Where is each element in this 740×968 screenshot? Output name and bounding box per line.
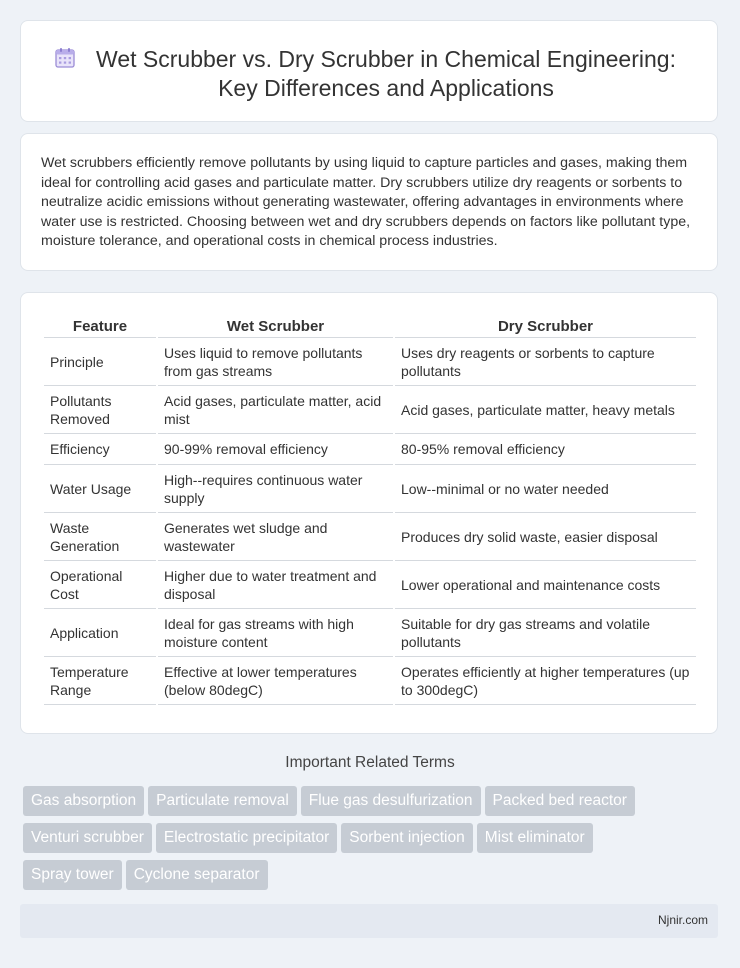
related-term-tag[interactable]: Electrostatic precipitator (156, 823, 337, 853)
wet-cell: Effective at lower temperatures (below 80degC) (158, 657, 393, 705)
related-terms-title: Important Related Terms (285, 754, 455, 771)
dry-cell: Uses dry reagents or sorbents to capture pollutants (395, 338, 696, 386)
table-row (44, 465, 696, 513)
table-row (44, 434, 696, 465)
wet-cell: Ideal for gas streams with high moisture content (158, 609, 393, 657)
dry-cell: Suitable for dry gas streams and volatile pollutants (395, 609, 696, 657)
footer (20, 904, 718, 938)
table-row (44, 657, 696, 705)
dry-cell: Acid gases, particulate matter, heavy metals (395, 386, 696, 434)
header-feature: Feature (44, 315, 156, 338)
related-term-tag[interactable]: Mist eliminator (477, 823, 593, 853)
feature-cell: Application (44, 609, 156, 657)
wet-cell: High--requires continuous water supply (158, 465, 393, 513)
header-dry-scrubber: Dry Scrubber (395, 315, 696, 338)
comparison-table (42, 315, 698, 705)
table-row (44, 338, 696, 386)
related-term-tag[interactable]: Flue gas desulfurization (301, 786, 481, 816)
wet-cell: Generates wet sludge and wastewater (158, 513, 393, 561)
related-term-tag[interactable]: Gas absorption (23, 786, 144, 816)
table-row (44, 561, 696, 609)
table-row (44, 609, 696, 657)
table-header-row (44, 315, 696, 338)
feature-cell: Efficiency (44, 434, 156, 465)
wet-cell: 90-99% removal efficiency (158, 434, 393, 465)
related-term-tag[interactable]: Sorbent injection (341, 823, 472, 853)
feature-cell: Pollutants Removed (44, 386, 156, 434)
dry-cell: Low--minimal or no water needed (395, 465, 696, 513)
feature-cell: Waste Generation (44, 513, 156, 561)
feature-cell: Temperature Range (44, 657, 156, 705)
wet-cell: Acid gases, particulate matter, acid mist (158, 386, 393, 434)
table-row (44, 513, 696, 561)
intro-paragraph: Wet scrubbers efficiently remove pollutants by using liquid to capture particles and gases, making them ideal for controlling acid gases and particulate matter. Dry scrubbers utilize dry reagents or sorbents to neutralize acidic emissions without generating wastewater, offering advantages in environments where water use is restricted. Choosing between wet and dry scrubbers depends on factors like pollutant type, moisture tolerance, and operational costs in chemical process industries. (41, 155, 691, 250)
page-title: Wet Scrubber vs. Dry Scrubber in Chemical Engineering: Key Differences and Applications (96, 46, 676, 101)
related-term-tag[interactable]: Cyclone separator (126, 860, 268, 890)
feature-cell: Principle (44, 338, 156, 386)
related-terms-list (23, 786, 703, 897)
comparison-card (20, 292, 718, 734)
related-term-tag[interactable]: Venturi scrubber (23, 823, 152, 853)
wet-cell: Higher due to water treatment and disposal (158, 561, 393, 609)
dry-cell: Operates efficiently at higher temperatures (up to 300degC) (395, 657, 696, 705)
dry-cell: 80-95% removal efficiency (395, 434, 696, 465)
dry-cell: Produces dry solid waste, easier disposal (395, 513, 696, 561)
feature-cell: Water Usage (44, 465, 156, 513)
related-term-tag[interactable]: Particulate removal (148, 786, 297, 816)
feature-cell: Operational Cost (44, 561, 156, 609)
footer-site-link[interactable]: Njnir.com (657, 913, 708, 927)
title-card (20, 20, 718, 122)
intro-card (20, 133, 718, 271)
wet-cell: Uses liquid to remove pollutants from gas streams (158, 338, 393, 386)
related-term-tag[interactable]: Spray tower (23, 860, 122, 890)
header-wet-scrubber: Wet Scrubber (158, 315, 393, 338)
table-row (44, 386, 696, 434)
related-term-tag[interactable]: Packed bed reactor (485, 786, 635, 816)
dry-cell: Lower operational and maintenance costs (395, 561, 696, 609)
